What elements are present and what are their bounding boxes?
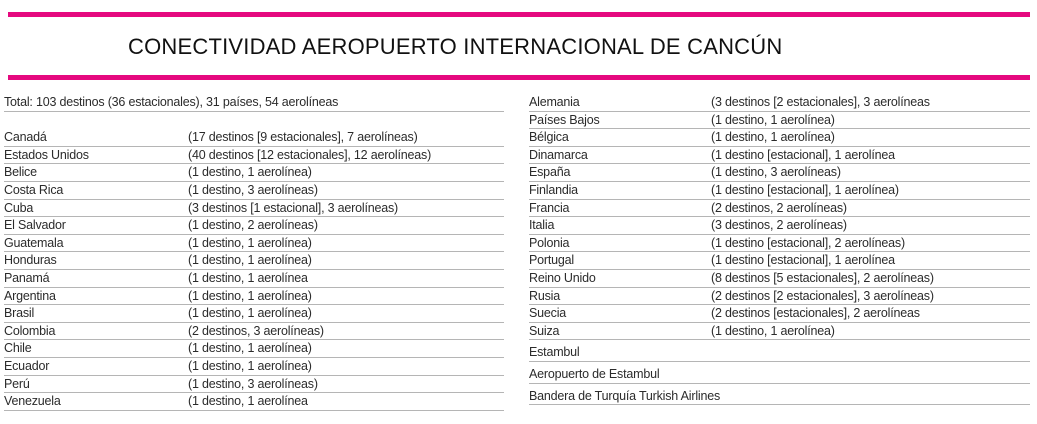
istanbul-label: Aeropuerto de Estambul [529,366,660,381]
country-name: España [529,165,571,180]
country-detail: (3 destinos, 2 aerolíneas) [711,218,847,233]
istanbul-row [529,384,1030,406]
country-row [4,270,504,288]
country-row [4,164,504,182]
country-detail: (1 destino [estacional], 2 aerolíneas) [711,235,905,250]
country-row [4,393,504,411]
country-name: Perú [4,376,30,391]
country-detail: (2 destinos [estacionales], 2 aerolíneas [711,306,920,321]
total-summary-row [4,94,504,112]
country-row [4,358,504,376]
country-detail: (1 destino, 1 aerolínea) [188,306,312,321]
country-detail: (1 destino, 3 aerolíneas) [188,376,318,391]
country-detail: (1 destino, 1 aerolínea) [188,341,312,356]
country-row [4,217,504,235]
country-detail: (1 destino, 1 aerolínea [188,270,308,285]
country-detail: (1 destino [estacional], 1 aerolínea [711,147,895,162]
country-name: Cuba [4,200,34,215]
country-row [529,323,1030,341]
country-name: Honduras [4,253,57,268]
country-name: Finlandia [529,182,578,197]
istanbul-label: Estambul [529,345,580,360]
country-row [4,252,504,270]
country-name: Alemania [529,95,580,109]
country-detail: (17 destinos [9 estacionales], 7 aerolíneas) [188,130,418,145]
country-name: Chile [4,341,32,356]
country-name: Suecia [529,306,567,321]
country-detail: (1 destino, 1 aerolínea) [188,358,312,373]
country-row [4,376,504,394]
country-row [529,112,1030,130]
country-name: Panamá [4,270,50,285]
country-row [529,182,1030,200]
country-row [4,305,504,323]
page-title: CONECTIVIDAD AEROPUERTO INTERNACIONAL DE CANCÚN [128,34,783,59]
country-name: El Salvador [4,218,66,233]
country-row [529,94,1030,112]
country-row [529,235,1030,253]
country-row [4,323,504,341]
country-row [529,305,1030,323]
country-row [529,129,1030,147]
country-row [529,164,1030,182]
country-detail: (1 destino, 1 aerolínea) [188,288,312,303]
country-name: Estados Unidos [4,147,89,162]
country-detail: (2 destinos [2 estacionales], 3 aerolíneas) [711,288,934,303]
country-row [4,288,504,306]
country-row [4,235,504,253]
country-detail: (1 destino, 1 aerolínea) [711,112,835,127]
istanbul-list [529,340,1030,405]
country-detail: (1 destino [estacional], 1 aerolínea) [711,182,899,197]
country-detail: (8 destinos [5 estacionales], 2 aerolíneas) [711,270,934,285]
country-detail: (1 destino, 2 aerolíneas) [188,218,318,233]
country-name: Belice [4,165,37,180]
country-row [529,147,1030,165]
country-detail: (1 destino, 1 aerolínea) [188,165,312,180]
country-detail: (40 destinos [12 estacionales], 12 aerolíneas) [188,147,432,162]
country-row [529,217,1030,235]
country-name: Portugal [529,253,574,268]
country-name: Dinamarca [529,147,588,162]
right-country-list [529,94,1030,340]
country-row [4,182,504,200]
country-name: Guatemala [4,235,64,250]
country-name: Costa Rica [4,182,64,197]
country-name: Argentina [4,288,56,303]
istanbul-row [529,362,1030,384]
country-name: Brasil [4,306,35,321]
country-row [529,200,1030,218]
country-row [4,147,504,165]
right-column [529,94,1030,405]
country-row [4,200,504,218]
country-detail: (3 destinos [1 estacional], 3 aerolíneas) [188,200,398,215]
country-detail: (3 destinos [2 estacionales], 3 aerolíneas [711,95,930,109]
country-row [4,340,504,358]
country-detail: (2 destinos, 2 aerolíneas) [711,200,847,215]
top-accent-bar [8,12,1030,17]
country-detail: (1 destino, 1 aerolínea [188,394,308,409]
istanbul-row [529,340,1030,362]
title-underline-bar [8,75,1030,80]
country-row [529,270,1030,288]
left-country-list [4,129,504,411]
country-name: Francia [529,200,570,215]
total-summary: Total: 103 destinos (36 estacionales), 31 países, 54 aerolíneas [4,95,339,109]
country-name: Rusia [529,288,560,303]
country-name: Venezuela [4,394,61,409]
country-row [4,129,504,147]
country-name: Suiza [529,323,560,338]
istanbul-label: Bandera de Turquía Turkish Airlines [529,388,721,403]
country-name: Canadá [4,130,47,145]
country-detail: (1 destino, 1 aerolínea) [711,323,835,338]
country-detail: (1 destino, 1 aerolínea) [188,253,312,268]
country-detail: (1 destino [estacional], 1 aerolínea [711,253,895,268]
country-row [529,252,1030,270]
country-detail: (2 destinos, 3 aerolíneas) [188,323,324,338]
spacer-row [4,112,504,130]
country-name: Colombia [4,323,56,338]
country-name: Ecuador [4,358,50,373]
country-row [529,288,1030,306]
country-name: Reino Unido [529,270,596,285]
country-name: Bélgica [529,130,569,145]
country-detail: (1 destino, 3 aerolíneas) [188,182,318,197]
country-detail: (1 destino, 3 aerolíneas) [711,165,841,180]
left-column [4,94,504,411]
country-name: Italia [529,218,555,233]
country-name: Países Bajos [529,112,600,127]
country-detail: (1 destino, 1 aerolínea) [188,235,312,250]
country-detail: (1 destino, 1 aerolínea) [711,130,835,145]
country-name: Polonia [529,235,570,250]
